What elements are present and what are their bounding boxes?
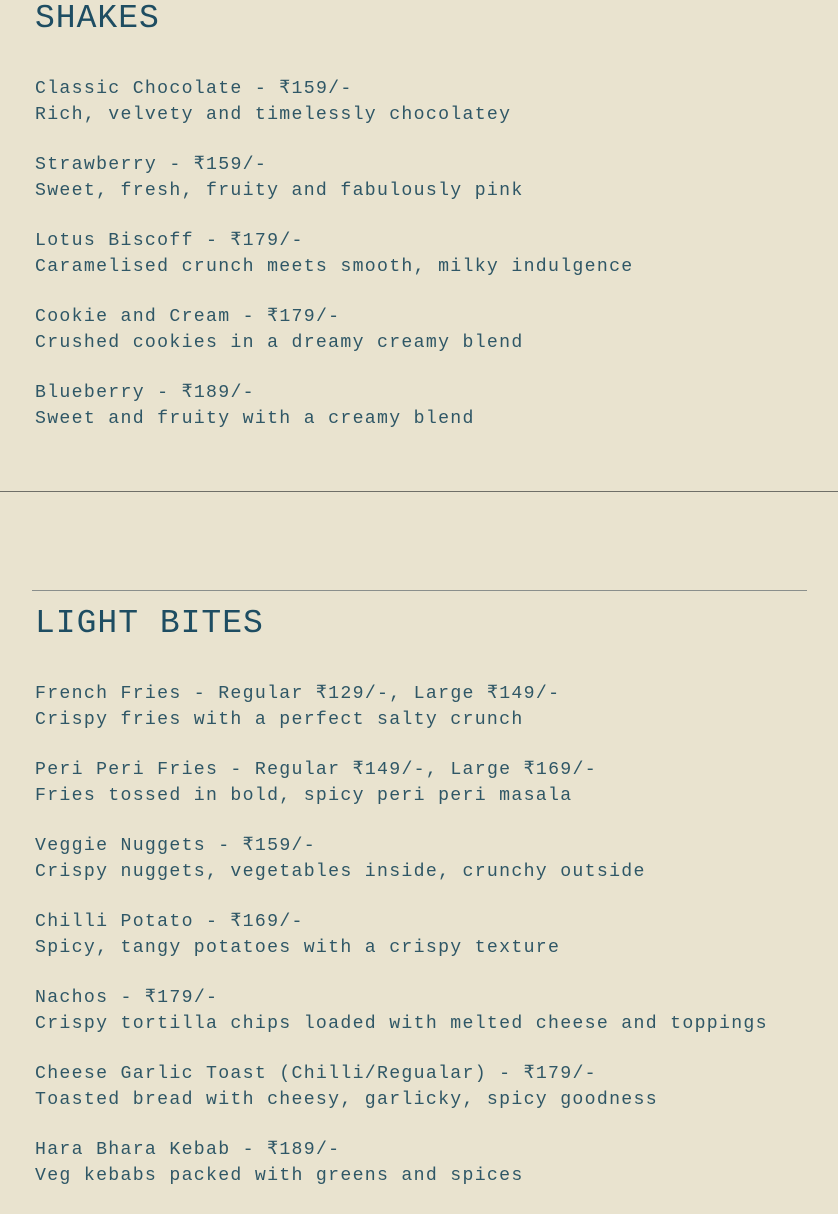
- menu-item-title: Peri Peri Fries - Regular ₹149/-, Large ₹169/-: [35, 760, 597, 780]
- menu-item-description: Sweet and fruity with a creamy blend: [35, 408, 475, 429]
- menu-item-description: Crispy tortilla chips loaded with melted cheese and toppings: [35, 1013, 768, 1034]
- menu-item-description: Crispy fries with a perfect salty crunch: [35, 709, 524, 730]
- section-divider: [32, 590, 807, 591]
- menu-item-description: Veg kebabs packed with greens and spices: [35, 1165, 524, 1186]
- menu-item: [35, 153, 818, 204]
- menu-item-title: Cookie and Cream - ₹179/-: [35, 307, 341, 327]
- menu-item: [35, 986, 818, 1037]
- menu-item: [35, 229, 818, 280]
- menu-item: [35, 758, 818, 809]
- section-heading-shakes: SHAKES: [35, 0, 160, 37]
- section-light-bites: [35, 605, 818, 1214]
- menu-item: [35, 77, 818, 128]
- menu-item-title: Chilli Potato - ₹169/-: [35, 912, 304, 932]
- menu-item: [35, 834, 818, 885]
- menu-item: [35, 1138, 818, 1189]
- menu-item: [35, 305, 818, 356]
- menu-item-title: Cheese Garlic Toast (Chilli/Regualar) - ₹179/-: [35, 1064, 597, 1084]
- menu-item-title: French Fries - Regular ₹129/-, Large ₹149/-: [35, 684, 561, 704]
- menu-item-title: Blueberry - ₹189/-: [35, 383, 255, 403]
- menu-item: [35, 910, 818, 961]
- menu-item-description: Fries tossed in bold, spicy peri peri masala: [35, 785, 573, 806]
- menu-item-title: Nachos - ₹179/-: [35, 988, 219, 1008]
- menu-item-description: Toasted bread with cheesy, garlicky, spicy goodness: [35, 1089, 658, 1110]
- menu-item-title: Strawberry - ₹159/-: [35, 155, 268, 175]
- menu-item-title: Lotus Biscoff - ₹179/-: [35, 231, 304, 251]
- menu-item-title: Veggie Nuggets - ₹159/-: [35, 836, 316, 856]
- menu-item: [35, 381, 818, 432]
- menu-item-description: Caramelised crunch meets smooth, milky indulgence: [35, 256, 634, 277]
- page-divider: [0, 491, 838, 492]
- menu-item-title: Classic Chocolate - ₹159/-: [35, 79, 353, 99]
- section-heading-light-bites: LIGHT BITES: [35, 605, 264, 642]
- menu-item-description: Crispy nuggets, vegetables inside, crunchy outside: [35, 861, 646, 882]
- menu-item-description: Spicy, tangy potatoes with a crispy texture: [35, 937, 561, 958]
- menu-item-list: [35, 682, 818, 1189]
- menu-item-description: Rich, velvety and timelessly chocolatey: [35, 104, 512, 125]
- menu-item-description: Sweet, fresh, fruity and fabulously pink: [35, 180, 524, 201]
- menu-item-title: Hara Bhara Kebab - ₹189/-: [35, 1140, 341, 1160]
- section-shakes: [35, 0, 818, 457]
- menu-item: [35, 682, 818, 733]
- menu-item-list: [35, 77, 818, 432]
- menu-item-description: Crushed cookies in a dreamy creamy blend: [35, 332, 524, 353]
- menu-item: [35, 1062, 818, 1113]
